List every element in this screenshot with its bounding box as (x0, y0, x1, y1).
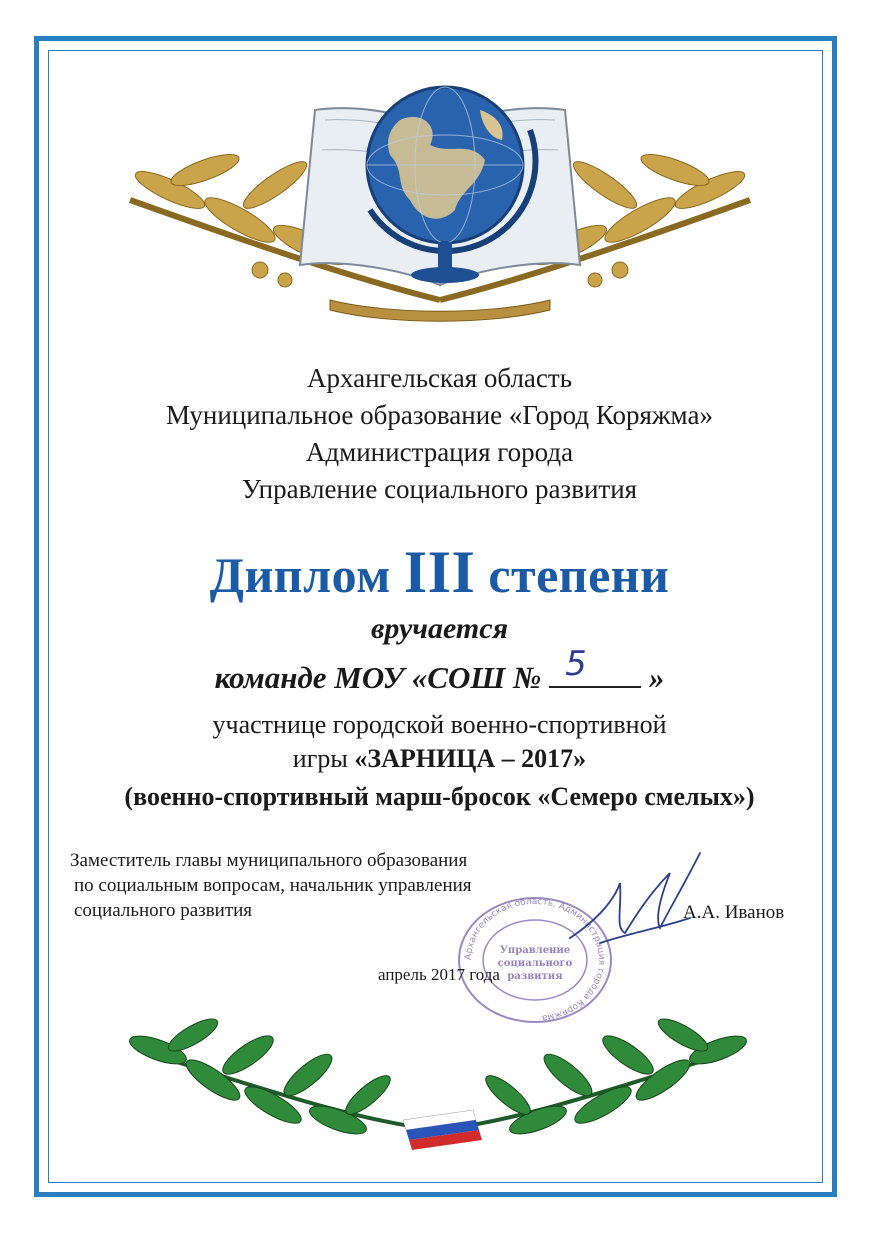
title-degree: III (403, 539, 476, 605)
team-suffix: » (648, 660, 665, 695)
svg-text:развития: развития (507, 971, 563, 982)
participation-line3: (военно-спортивный марш-бросок «Семеро смелых») (124, 782, 755, 811)
organization-block (0, 360, 879, 508)
participation-line1: участнице городской военно-спортивной (212, 710, 667, 739)
signer-line3: социального развития (74, 900, 253, 921)
signer-line1: Заместитель главы муниципального образования (70, 850, 468, 871)
team-number-field (549, 644, 641, 688)
team-line (0, 644, 879, 696)
team-number: 5 (565, 644, 587, 684)
organization-municipality: Муниципальное образование «Город Коряжма» (166, 400, 713, 430)
participation-game-label: игры (292, 744, 348, 773)
issue-date: апрель 2017 года (378, 965, 500, 984)
signer-name: А.А. Иванов (683, 902, 785, 923)
laurel-wreath-icon (118, 1010, 758, 1160)
title-suffix: степени (488, 547, 670, 603)
title-prefix: Диплом (209, 547, 391, 603)
diploma-title (0, 538, 879, 607)
svg-text:социального: социального (497, 958, 573, 969)
organization-department: Управление социального развития (241, 474, 638, 504)
organization-region: Архангельская область (306, 363, 573, 393)
svg-text:Архангельская область, Админис: Архангельская область, Администрация города Коряжма (463, 896, 607, 1023)
signer-title (70, 848, 472, 923)
team-prefix: команде МОУ «СОШ № (214, 660, 542, 695)
signer-line2: по социальным вопросам, начальник управления (74, 875, 472, 896)
svg-text:Управление: Управление (499, 945, 571, 956)
awarded-text: вручается (370, 612, 509, 645)
participation-line2 (0, 742, 879, 776)
globe-book-emblem-icon (110, 70, 770, 330)
organization-administration: Администрация города (305, 437, 574, 467)
participation-event: «ЗАРНИЦА – 2017» (354, 744, 587, 773)
